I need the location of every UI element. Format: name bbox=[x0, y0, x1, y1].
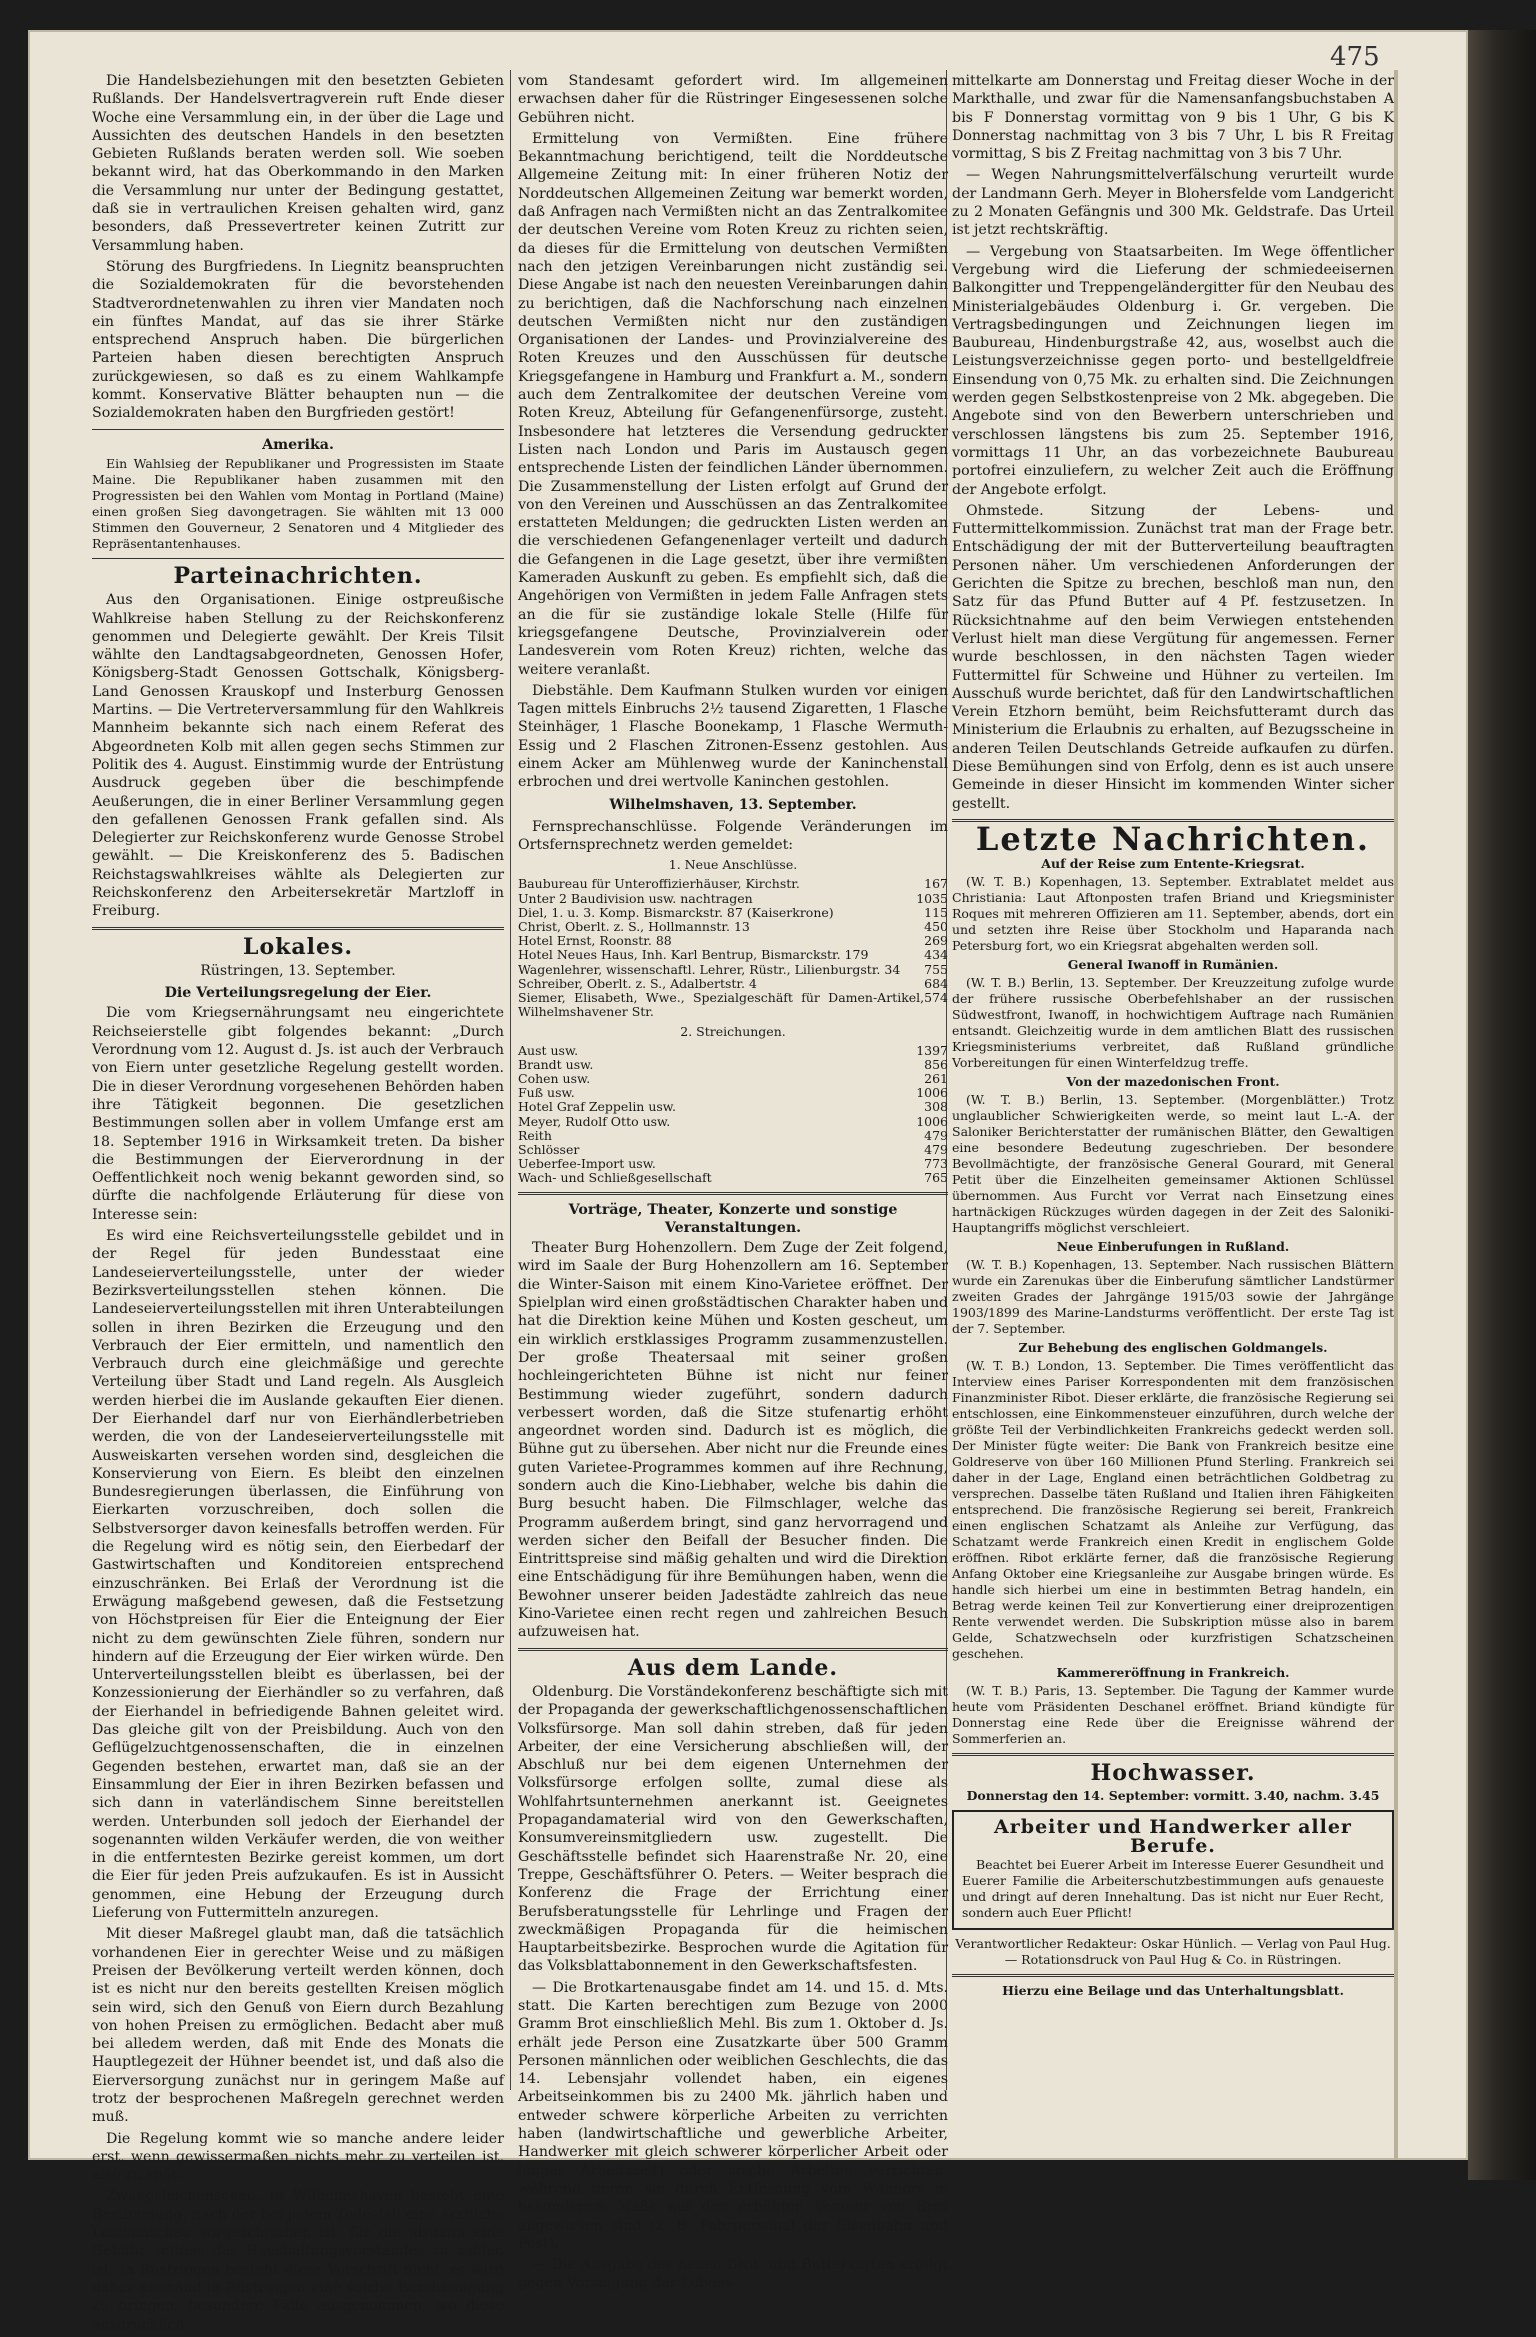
column-2 bbox=[518, 72, 948, 2296]
entry-name: Diel, 1. u. 3. Komp. Bismarckstr. 87 (Kaiserkrone) bbox=[518, 904, 834, 920]
article-maine: Ein Wahlsieg der Republikaner und Progressisten im Staate Maine. Die Republikaner haben zusammen mit den Progressisten bei den Wahlen vom Montag in Portland (Maine) einen großen Sieg davongetragen. Sie wählten mit 13 000 Stimmen den Gouverneur, 2 Senatoren und 4 Mitglieder des Repräsentantenhauses. bbox=[92, 455, 504, 551]
entry-number: 450 bbox=[924, 919, 948, 935]
directory-entry bbox=[518, 1129, 948, 1143]
entry-number: 434 bbox=[924, 947, 948, 963]
article-butterkarten: — Die Ausgabe der neuen Brot- und Butterkarten erfolgt gegen Vorzeigung der Lebens- bbox=[518, 2257, 948, 2292]
list-anschluesse bbox=[518, 877, 948, 1019]
subheading-anschluesse: 1. Neue Anschlüsse. bbox=[668, 857, 798, 873]
divider bbox=[92, 429, 504, 430]
entry-number: 765 bbox=[924, 1170, 948, 1186]
notice-arbeiter: Beachtet bei Euerer Arbeit im Interesse Euerer Gesundheit und Euerer Familie die Arbeiterschutzbestimmungen aufs genaueste und dringt auf deren Innehaltung. Das ist nicht nur Euer Recht, sondern auch Euer Pflicht! bbox=[962, 1857, 1384, 1921]
subheading-streichungen: 2. Streichungen. bbox=[680, 1023, 786, 1039]
directory-entry bbox=[518, 920, 948, 934]
news-heading-kriegsrat: Auf der Reise zum Entente-Kriegsrat. bbox=[1041, 856, 1305, 872]
entry-name: Hotel Neues Haus, Inh. Karl Bentrup, Bismarckstr. 179 bbox=[518, 947, 869, 963]
article-markthalle-cont: mittelkarte am Donnerstag und Freitag dieser Woche in der Markthalle, und zwar für die Namensanfangsbuchstaben A bis F Donnerstag vormittag von 9 bis 1 Uhr, G bis K Donnerstag nachmittag von 3 bis 7 Uhr, L bis R Freitag vormittag, S bis Z Freitag nachmittag von 3 bis 7 Uhr. bbox=[952, 73, 1394, 163]
entry-name: Baubureau für Unteroffizierhäuser, Kirchstr. bbox=[518, 876, 800, 892]
entry-number: 856 bbox=[924, 1056, 948, 1072]
heading-hochwasser: Hochwasser. bbox=[1090, 1760, 1256, 1787]
entry-name: Aust usw. bbox=[518, 1042, 579, 1058]
directory-entry bbox=[518, 1044, 948, 1058]
beilage-note: Hierzu eine Beilage und das Unterhaltungsblatt. bbox=[1002, 1983, 1344, 1999]
entry-number: 755 bbox=[924, 961, 948, 977]
entry-name: Wach- und Schließgesellschaft bbox=[518, 1170, 712, 1186]
article-eier-mass: Mit dieser Maßregel glaubt man, daß die tatsächlich vorhandenen Eier in gerechter Weise und zu mäßigen Preisen der Bevölkerung verteilt werden können, doch ist es nicht nur den bereits gestellten Kreisen möglich sein wird, sich den Genuß von Eiern durch Bezahlung von hohen Preisen zu ermöglichen. Bedacht aber muß bei alledem werden, daß mit Ende des Monats die Hauptlegezeit der Hühner beendet ist, und daß also die Eierversorgung zunächst nur in geringem Maße auf trotz der besprochenen Maßregeln gerechnet werden muß. bbox=[92, 1926, 504, 2126]
heading-lokales: Lokales. bbox=[242, 933, 354, 960]
article-ohmstede: Ohmstede. Sitzung der Lebens- und Futtermittelkommission. Zunächst trat man der Frage betr. Entschädigung der mit der Butterverteilung beauftragten Personen näher. Um verschiedenen Anforderungen der Gerichten die Spitze zu brechen, beschloß man nun, den Satz für das Pfund Butter auf 4 Pf. festzusetzen. In Rücksichtnahme auf den beim Verwiegen entstehenden Verlust hielt man diese Vergütung für angemessen. Ferner wurde beschlossen, in den nächsten Tagen wieder Futtermittel für Schweine und Hühner zu verteilen. Im Ausschuß wurde berichtet, daß für den Landwirtschaftlichen Verein Etzhorn bemüht, beim Reichsfutteramt durch das Ministerium die Erlaubnis zu erhalten, auf Bezugsscheine in anderen Teilen Deutschlands Getreide aufkaufen zu dürfen. Diese Bemühungen sind von Erfolg, denn es ist auch unsere Gemeinde in dieser Hinsicht im kommenden Winter sicher gestellt. bbox=[952, 502, 1394, 812]
directory-entry bbox=[518, 1115, 948, 1129]
article-fernsprech: Fernsprechanschlüsse. Folgende Veränderungen im Ortsfernsprechnetz werden gemeldet: bbox=[518, 818, 948, 854]
entry-number: 167 bbox=[924, 876, 948, 892]
page-edge-line bbox=[1394, 70, 1398, 2160]
news-einberufungen: (W. T. B.) Kopenhagen, 13. September. Nach russischen Blättern wurde ein Zarenukas über die Einberufung sämtlicher Landstürmer zweiten Grades der Jahrgänge 1915/03 sowie der Jahrgänge 1903/1899 des Marine-Landsturms veröffentlicht. Der erste Tag ist der 7. September. bbox=[952, 1257, 1394, 1337]
directory-entry bbox=[518, 1143, 948, 1157]
hochwasser-times: Donnerstag den 14. September: vormitt. 3.40, nachm. 3.45 bbox=[966, 1788, 1380, 1804]
entry-name: Cohen usw. bbox=[518, 1070, 591, 1086]
entry-name: Meyer, Rudolf Otto usw. bbox=[518, 1113, 671, 1129]
divider bbox=[518, 1648, 948, 1651]
entry-name: Brandt usw. bbox=[518, 1056, 594, 1072]
news-heading-einberufungen: Neue Einberufungen in Rußland. bbox=[1056, 1239, 1290, 1255]
entry-number: 1035 bbox=[916, 890, 948, 906]
directory-entry bbox=[518, 977, 948, 991]
directory-entry bbox=[518, 1100, 948, 1114]
entry-number: 574 bbox=[924, 990, 948, 1006]
dateline-wilhelmshaven: Wilhelmshaven, 13. September. bbox=[609, 796, 857, 813]
entry-name: Unter 2 Baudivision usw. nachtragen bbox=[518, 890, 753, 906]
notice-box bbox=[952, 1810, 1394, 1930]
entry-number: 479 bbox=[924, 1127, 948, 1143]
entry-name: Ueberfee-Import usw. bbox=[518, 1156, 656, 1172]
dateline-ruestringen: Rüstringen, 13. September. bbox=[200, 962, 396, 979]
column-1 bbox=[92, 72, 504, 2337]
directory-entry bbox=[518, 1072, 948, 1086]
directory-entry bbox=[518, 906, 948, 920]
news-heading-goldmangel: Zur Behebung des englischen Goldmangels. bbox=[1018, 1340, 1328, 1356]
column-rule-1 bbox=[510, 70, 511, 2090]
divider bbox=[518, 1192, 948, 1195]
article-burgfrieden: Störung des Burgfriedens. In Liegnitz beanspruchten die Sozialdemokraten für die bevorstehenden Stadtverordnetenwahlen zu ihren vier Mandaten noch ein fünftes Mandat, auf das sie ihrer Stärke entsprechend Anspruch haben. Die bürgerlichen Parteien haben diesen berechtigten Anspruch zurückgewiesen, so daß es zu einem Wahlkampfe kommt. Konservative Blätter behaupten nun — die Sozialdemokraten haben den Burgfrieden gestört! bbox=[92, 258, 504, 422]
entry-name: Hotel Ernst, Roonstr. 88 bbox=[518, 933, 672, 949]
news-kriegsrat: (W. T. B.) Kopenhagen, 13. September. Extrablatet meldet aus Christiania: Laut Aftonposten trafen Briand und Kriegsminister Roques mit mehreren Offizieren am 11. September, abends, dort ein und setzten ihre Reise über Stockholm und Haparanda nach Petersburg fort, wo ein Kriegsrat abgehalten werden soll. bbox=[952, 874, 1394, 954]
divider bbox=[92, 558, 504, 559]
news-kammer: (W. T. B.) Paris, 13. September. Die Tagung der Kammer wurde heute vom Präsidenten Deschanel eröffnet. Briand kündigte für Donnerstag eine Rede über die Ereignisse während der Sommerferien an. bbox=[952, 1683, 1394, 1747]
entry-number: 269 bbox=[924, 933, 948, 949]
divider bbox=[952, 1974, 1394, 1977]
divider bbox=[92, 927, 504, 930]
article-leichenschau: Zwangsleichenschau. In Wilhelmshaven besteht eine Bestimmung, nach der bei jedem Todesfall eine ärztliche Leichenschau vorgeschrieben ist, für die alsdann eine Gebühr seitens des Haushaltungsvorstandes zu zahlen ist. In Rüstringen besteht diese Vorschrift nicht, es wird daher niemand in Rüstringen eine solche Bescheinigung zu bringen, besondere Fälle ausgenommen, wo diese ausdrücklich bbox=[92, 2188, 504, 2333]
article-theater: Theater Burg Hohenzollern. Dem Zuge der Zeit folgend, wird im Saale der Burg Hohenzollern am 16. September die Winter-Saison mit einem Kino-Varietee eröffnet. Der Spielplan wird einen großstädtischen Charakter haben und hat die Direktion keine Mühen und Kosten gescheut, um ein wirklich erstklassiges Programm zusammenzustellen. Der große Theatersaal mit seiner großen hochleingerichteten Bühne ist nicht nur feiner Bestimmung wieder zugeführt, sondern dadurch verbessert worden, daß die Sitze stufenartig erhöht angeordnet worden sind. Dadurch ist es möglich, die Bühne gut zu übersehen. Aber nicht nur die Freunde eines guten Varietee-Programmes kommen auf ihre Rechnung, sondern auch die Kino-Liebhaber, welche bis dahin die Burg besucht haben. Die Filmschlager, welche das Programm außerdem bringt, sind ganz hervorragend und werden sicher den Beifall der Besucher finden. Die Eintrittspreise sind mäßig gehalten und wird die Direktion eine Entschädigung für ihre Bemühungen haben, wenn die Bewohner unserer beiden Jadestädte zahlreich das neue Kino-Varietee einen recht regen und zahlreichen Besuch aufzuweisen hat. bbox=[518, 1240, 948, 1641]
heading-aus-dem-lande: Aus dem Lande. bbox=[627, 1654, 839, 1681]
directory-entry bbox=[518, 991, 948, 1019]
entry-name: Fuß usw. bbox=[518, 1085, 575, 1101]
book-binding bbox=[1468, 30, 1536, 2180]
directory-entry bbox=[518, 1171, 948, 1185]
entry-number: 1006 bbox=[916, 1113, 948, 1129]
entry-name: Wagenlehrer, wissenschaftl. Lehrer, Rüstr., Lilienburgstr. 34 bbox=[518, 961, 901, 977]
page-number: 475 bbox=[1330, 42, 1380, 72]
entry-number: 308 bbox=[924, 1099, 948, 1115]
directory-entry bbox=[518, 1058, 948, 1072]
article-staatsarbeiten: — Vergebung von Staatsarbeiten. Im Wege öffentlicher Vergebung wird die Lieferung der schmiedeeisernen Balkongitter und Treppengeländergitter für den Neubau des Ministerialgebäudes Oldenburg i. Gr. vergeben. Die Vertragsbedingungen und Zeichnungen liegen im Baubureau, Hindenburgstraße 42, aus, woselbst auch die Leistungsverzeichnisse gegen porto- und bestellgeldfreie Einsendung von 0,75 Mk. zu erhalten sind. Die Zeichnungen werden gegen Selbstkostenpreise von 2 Mk. abgegeben. Die Angebote sind von den Bewerbern unterschrieben und verschlossen längstens bis zum 25. September 1916, vormittags 11 Uhr, an das vorbezeichnete Baubureau portofrei einzuliefern, zu welcher Zeit auch die Eröffnung der Angebote erfolgt. bbox=[952, 243, 1394, 498]
entry-number: 1397 bbox=[916, 1042, 948, 1058]
heading-parteinachrichten: Parteinachrichten. bbox=[173, 562, 423, 589]
entry-number: 261 bbox=[924, 1070, 948, 1086]
directory-entry bbox=[518, 948, 948, 962]
directory-entry bbox=[518, 934, 948, 948]
article-eier-body: Es wird eine Reichsverteilungsstelle gebildet und in der Regel für jeden Bundesstaat eine Landeseierverteilungsstelle, unter der wieder Bezirksverteilungsstellen stehen können. Die Landeseierverteilungsstellen mit ihren Unterabteilungen sollen in ihren Bezirken die Erzeugung und den Verbrauch der Eier ermitteln, und namentlich den Verbrauch durch eine gleichmäßige und gerechte Verteilung über Stadt und Land regeln. Als Ausgleich werden hierbei die im Auslande gekauften Eier dienen. Der Eierhandel darf nur von Eierhändlerbetrieben werden, die von der Landeseierverteilungsstelle mit Ausweiskarten versehen worden sind, desgleichen die Konservierung von Eiern. Es bleibt den einzelnen Bundesregierungen überlassen, die Einführung von Eierkarten vorzuschreiben, doch sollen die Selbstversorger davon keinesfalls betroffen werden. Für die Regelung wird es nötig sein, den Eierbedarf der Gastwirtschaften und Konditoreien entsprechend einzuschränken. Bei Erlaß der Verordnung ist die Erwägung maßgebend gewesen, daß die Festsetzung von Höchstpreisen für Eier die Enteignung der Eier nicht zu dem gewünschten Ziele führen, sondern nur hindern auf die Erzeugung der Eier wirken würde. Den Unterverteilungsstellen bleibt es überlassen, bei der Konzessionierung der Eierhändler so zu verfahren, daß der Eierhandel in befriedigende Bahnen geleitet wird. Das gleiche gilt von der Preisbildung. Auch von den Geflügelzuchtgenossenschaften, die in einzelnen Gegenden bestehen, erwartet man, daß sie an der Einsammlung der Eier in ihren Bezirken befassen und sich dann in vaterländischem Sinne bereitstellen werden. Unterbunden soll jedoch der Eierhandel der sogenannten wilden Verkäufer werden, die von weither in die entferntesten Bezirke gereist kommen, um dort die Eier für jeden Preis aufzukaufen. Es ist in Aussicht genommen, eine Hebung der Erzeugung durch Lieferung von Futtermitteln anzuregen. bbox=[92, 1228, 504, 1922]
heading-vortraege: Vorträge, Theater, Konzerte und sonstige Veranstaltungen. bbox=[568, 1201, 898, 1236]
article-standesamt-cont: vom Standesamt gefordert wird. Im allgemeinen erwachsen daher für die Rüstringer Eingesessenen solche Gebühren nicht. bbox=[518, 73, 948, 126]
entry-number: 773 bbox=[924, 1156, 948, 1172]
article-brotkarten: — Die Brotkartenausgabe findet am 14. und 15. d. Mts. statt. Die Karten berechtigen zum Bezuge von 2000 Gramm Brot einschließlich Mehl. Bis zum 1. Oktober d. Js. erhält jede Person eine Zusatzkarte über 500 Gramm Personen männlichen oder weiblichen Geschlechts, die das 14. Lebensjahr vollendet haben, ein eigenes Arbeitseinkommen bis zu 2400 Mk. jährlich haben und entweder schwere körperliche Arbeiten zu verrichten haben (landwirtschaftliche und gewerbliche Arbeiter, Handwerker mit gleich schwerer körperlicher Arbeit oder langer Arbeitszeit) oder solche Arbeiten verrichten, während deren sie durch Entfernung vom Wohnort in besonderem Maße auf den erhöhten Verzehr von Brot angewiesen sind (z. B. Fahrpersonal der Eisenbahn und Post). bbox=[518, 1979, 948, 2252]
directory-entry bbox=[518, 877, 948, 891]
directory-entry bbox=[518, 963, 948, 977]
news-goldmangel: (W. T. B.) London, 13. September. Die Times veröffentlicht das Interview eines Pariser Korrespondenten mit dem französischen Finanzminister Ribot. Dieser erklärte, die französische Regierung sei entschlossen, eine Einkommensteuer einzuführen, durch welche der größte Teil der Verbindlichkeiten Frankreichs gedeckt werden soll. Der Minister fügte weiter: Die Bank von Frankreich besitze eine Goldreserve von über 160 Millionen Pfund Sterling. Frankreich sei daher in der Lage, England einen beträchtlichen Goldbetrag zu versprechen. Dasselbe täten Rußland und Italien ihren Fähigkeiten entsprechend. Die französische Regierung sei bereit, Frankreich einen englischen Schatzamt als Anleihe zur Verfügung, das Schatzamt werde Frankreich einen Kredit in englischem Golde eröffnen. Ribot erklärte ferner, daß die französische Regierung Anfang Oktober eine Kriegsanleihe zur Ausgabe bringen würde. Es handle sich hierbei um eine in bestimmten Betrag handeln, ein Betrag werde keinen Teil zur Konvertierung einer dreiprozentigen Rente verwendet werden. Die Subskription müsse also in barem Gelde, Schatzwechseln oder kurzfristigen Schatzscheinen geschehen. bbox=[952, 1358, 1394, 1662]
entry-name: Reith bbox=[518, 1127, 552, 1143]
news-heading-kammer: Kammereröffnung in Frankreich. bbox=[1056, 1665, 1290, 1681]
entry-name: Siemer, Elisabeth, Wwe., Spezialgeschäft für Damen-Artikel, Wilhelmshavener Str. bbox=[518, 990, 925, 1020]
article-organisationen: Aus den Organisationen. Einige ostpreußische Wahlkreise haben Stellung zu der Reichskonferenz genommen und Delegierte gewählt. Der Kreis Tilsit wählte den Landtagsabgeordneten, Genossen Hofer, Königsberg-Stadt Genossen Gottschalk, Königsberg-Land Genossen Krauskopf und Insterburg Genossen Martins. — Die Vertreterversammlung für den Wahlkreis Mannheim bekannte sich nach einem Referat des Abgeordneten Kolb mit allen gegen sechs Stimmen zur Politik des 4. August. Einstimmig wurde der Entrüstung Ausdruck gegeben über die beschimpfende Aeußerungen, die in einer Berliner Versammlung gegen den gefallenen Genossen Frank gefallen sind. Als Delegierter zur Reichskonferenz wurde Genosse Strobel gewählt. — Die Kreiskonferenz des 5. Badischen Reichstagswahlkreises wählte als Delegierten zur Reichskonferenz den Arbeitersekretär Martzloff in Freiburg. bbox=[92, 592, 504, 920]
entry-name: Hotel Graf Zeppelin usw. bbox=[518, 1099, 676, 1115]
impressum: Verantwortlicher Redakteur: Oskar Hünlich. — Verlag von Paul Hug. — Rotationsdruck von Paul Hug & Co. in Rüstringen. bbox=[955, 1936, 1391, 1968]
article-eier-end: Die Regelung kommt wie so manche andere leider erst, wenn gewissermaßen nichts mehr zu verteilen ist, also zu spät. bbox=[92, 2130, 504, 2184]
news-heading-mazedonien: Von der mazedonischen Front. bbox=[1066, 1074, 1280, 1090]
column-3 bbox=[952, 72, 1394, 1999]
entry-name: Christ, Oberlt. z. S., Hollmannstr. 13 bbox=[518, 919, 750, 935]
article-diebstaehle: Diebstähle. Dem Kaufmann Stulken wurden vor einigen Tagen mittels Einbruchs 2½ tausend Zigaretten, 1 Flasche Steinhäger, 1 Flasche Boonekamp, 1 Flasche Wermuth-Essig und 2 Flaschen Zitronen-Essenz gestohlen. Aus einem Acker am Mühlenweg wurde der Kaninchenstall erbrochen und drei wertvolle Kaninchen gestohlen. bbox=[518, 682, 948, 791]
directory-entry bbox=[518, 892, 948, 906]
heading-letzte-nachrichten: Letzte Nachrichten. bbox=[975, 819, 1371, 858]
list-streichungen bbox=[518, 1044, 948, 1186]
heading-eier: Die Verteilungsregelung der Eier. bbox=[164, 985, 432, 1002]
news-mazedonien: (W. T. B.) Berlin, 13. September. (Morgenblätter.) Trotz unglaublicher Schwierigkeiten werde, so meint laut L.-A. der Saloniker Berichterstatter der rumänischen Blätter, den Gewaltigen eine besondere Bedeutung zugeschrieben. Der besondere Bevollmächtigte, der französische General Gourard, mit General Petit über die Einzelheiten gemeinsamer Aktionen Schlüssel übernommen. Aus Furcht vor Verrat nach Einsetzung eines hartnäckigen Rückzuges würden dagegen in der Zeit des Saloniki-Hauptangriffs möglichst verschleiert. bbox=[952, 1092, 1394, 1236]
article-oldenburg: Oldenburg. Die Vorständekonferenz beschäftigte sich mit der Propaganda der gewerkschaftlichgenossenschaftlichen Volksfürsorge. Man soll dahin streben, daß für jeden Arbeiter, der eine Versicherung abschließen will, der Abschluß nur bei dem eigenen Unternehmen der Volksfürsorge erfolgen sollte, zumal diese als Wohlfahrtsunternehmen anerkannt ist. Geeignetes Propagandamaterial wird von den Gewerkschaften, Konsumvereinsmitgliedern usw. zugestellt. Die Geschäftsstelle befindet sich Haarenstraße Nr. 20, eine Treppe, Geschäftsführer O. Peters. — Weiter besprach die Konferenz die Frage der Errichtung einer Berufsberatungsstelle für Lehrlinge und Fragen der zweckmäßigen Propaganda für die heimischen Hauptarbeitsbezirke. Besprochen wurde die Agitation für das Volksblattabonnement in den Gewerkschaftsfesten. bbox=[518, 1683, 948, 1975]
article-nahrungsmittel: — Wegen Nahrungsmittelverfälschung verurteilt wurde der Landmann Gerh. Meyer in Blohersfelde vom Landgericht zu 2 Monaten Gefängnis und 300 Mk. Geldstrafe. Das Urteil ist jetzt rechtskräftig. bbox=[952, 167, 1394, 239]
entry-name: Schreiber, Oberlt. z. S., Adalbertstr. 4 bbox=[518, 975, 757, 991]
divider bbox=[952, 1753, 1394, 1756]
article-handelsbeziehungen: Die Handelsbeziehungen mit den besetzten Gebieten Rußlands. Der Handelsvertragverein ruft Ende dieser Woche eine Versammlung ein, in der über die Lage und Aussichten des deutschen Handels in den besetzten Gebieten Rußlands beraten werden soll. Wie soeben bekannt wird, hat das Oberkommando in den Marken die Versammlung nur unter der Bedingung gestattet, daß sie in vertraulichen Kreisen gehalten wird, ganz besonders, daß Pressevertreter keinen Zutritt zur Versammlung haben. bbox=[92, 73, 504, 254]
entry-number: 684 bbox=[924, 975, 948, 991]
entry-number: 1006 bbox=[916, 1085, 948, 1101]
directory-entry bbox=[518, 1157, 948, 1171]
heading-amerika: Amerika. bbox=[262, 436, 334, 453]
entry-name: Schlösser bbox=[518, 1141, 580, 1157]
entry-number: 115 bbox=[924, 904, 948, 920]
directory-entry bbox=[518, 1086, 948, 1100]
news-heading-iwanoff: General Iwanoff in Rumänien. bbox=[1067, 957, 1279, 973]
heading-arbeiter: Arbeiter und Handwerker aller Berufe. bbox=[994, 1816, 1352, 1857]
entry-number: 479 bbox=[924, 1141, 948, 1157]
news-iwanoff: (W. T. B.) Berlin, 13. September. Der Kreuzzeitung zufolge wurde der frühere russische Oberbefehlshaber an der russischen Südwestfront, Iwanoff, in hochwichtigem Auftrage nach Rumänien entsandt. Gleichzeitig wurde in dem amtlichen Blatt des russischen Kriegsministeriums verbreitet, daß Rußland gründliche Vorbereitungen für einen Winterfeldzug treffe. bbox=[952, 975, 1394, 1071]
article-eier-intro: Die vom Kriegsernährungsamt neu eingerichtete Reichseierstelle gibt folgendes bekannt: „Durch Verordnung vom 12. August d. Js. ist auch der Verbrauch von Eiern unter gesetzliche Regelung gestellt worden. Die in dieser Verordnung vorgesehenen Behörden haben ihre Tätigkeit begonnen. Die gesetzlichen Bestimmungen sollen aber in vollem Umfange erst am 18. September 1916 in Wirksamkeit treten. Da bisher die Bestimmungen der Eierverordnung in der Oeffentlichkeit noch wenig bekannt geworden sind, so dürfte die nachfolgende Erläuterung für diese von Interesse sein: bbox=[92, 1005, 504, 1223]
article-vermisste: Ermittelung von Vermißten. Eine frühere Bekanntmachung berichtigend, teilt die Norddeutsche Allgemeine Zeitung mit: In einer früheren Notiz der Norddeutschen Allgemeinen Zeitung war bemerkt worden, daß Anfragen nach Vermißten nicht an das Zentralkomitee der deutschen Vereine vom Roten Kreuz zu richten seien, da dieses für die Ermittelung von deutschen Vermißten nach den jetzigen Vereinbarungen nicht zuständig sei. Diese Angabe ist nach den neuesten Vereinbarungen dahin zu berichtigen, daß die Nachforschung nach einzelnen deutschen Vermißten nicht nur den zuständigen Organisationen der Landes- und Provinzialvereine des Roten Kreuzes und den Ausschüssen für deutsche Kriegsgefangene in Hamburg und Frankfurt a. M., sondern auch dem Zentralkomitee der deutschen Vereine vom Roten Kreuz, Abteilung für Gefangenenfürsorge, zusteht. Insbesondere hat letzteres die Versendung gedruckter Listen nach London und Paris im Austausch gegen entsprechende Listen der feindlichen Länder übernommen. Die Zusammenstellung der Listen erfolgt auf Grund der von den Vereinen und Ausschüssen an das Zentralkomitee erstatteten Meldungen; die gedruckten Listen werden an die verschiedenen Gefangenenlager verteilt und dadurch die Gefangenen in die Lage gesetzt, über ihre vermißten Kameraden Auskunft zu geben. Es empfiehlt sich, daß die Angehörigen von Vermißten in jedem Falle Anfragen stets an die für sie zuständige lokale Stelle (Hilfe für kriegsgefangene Deutsche, Provinzialverein oder Landesverein vom Roten Kreuz) richten, welche das weitere veranlaßt. bbox=[518, 130, 948, 678]
